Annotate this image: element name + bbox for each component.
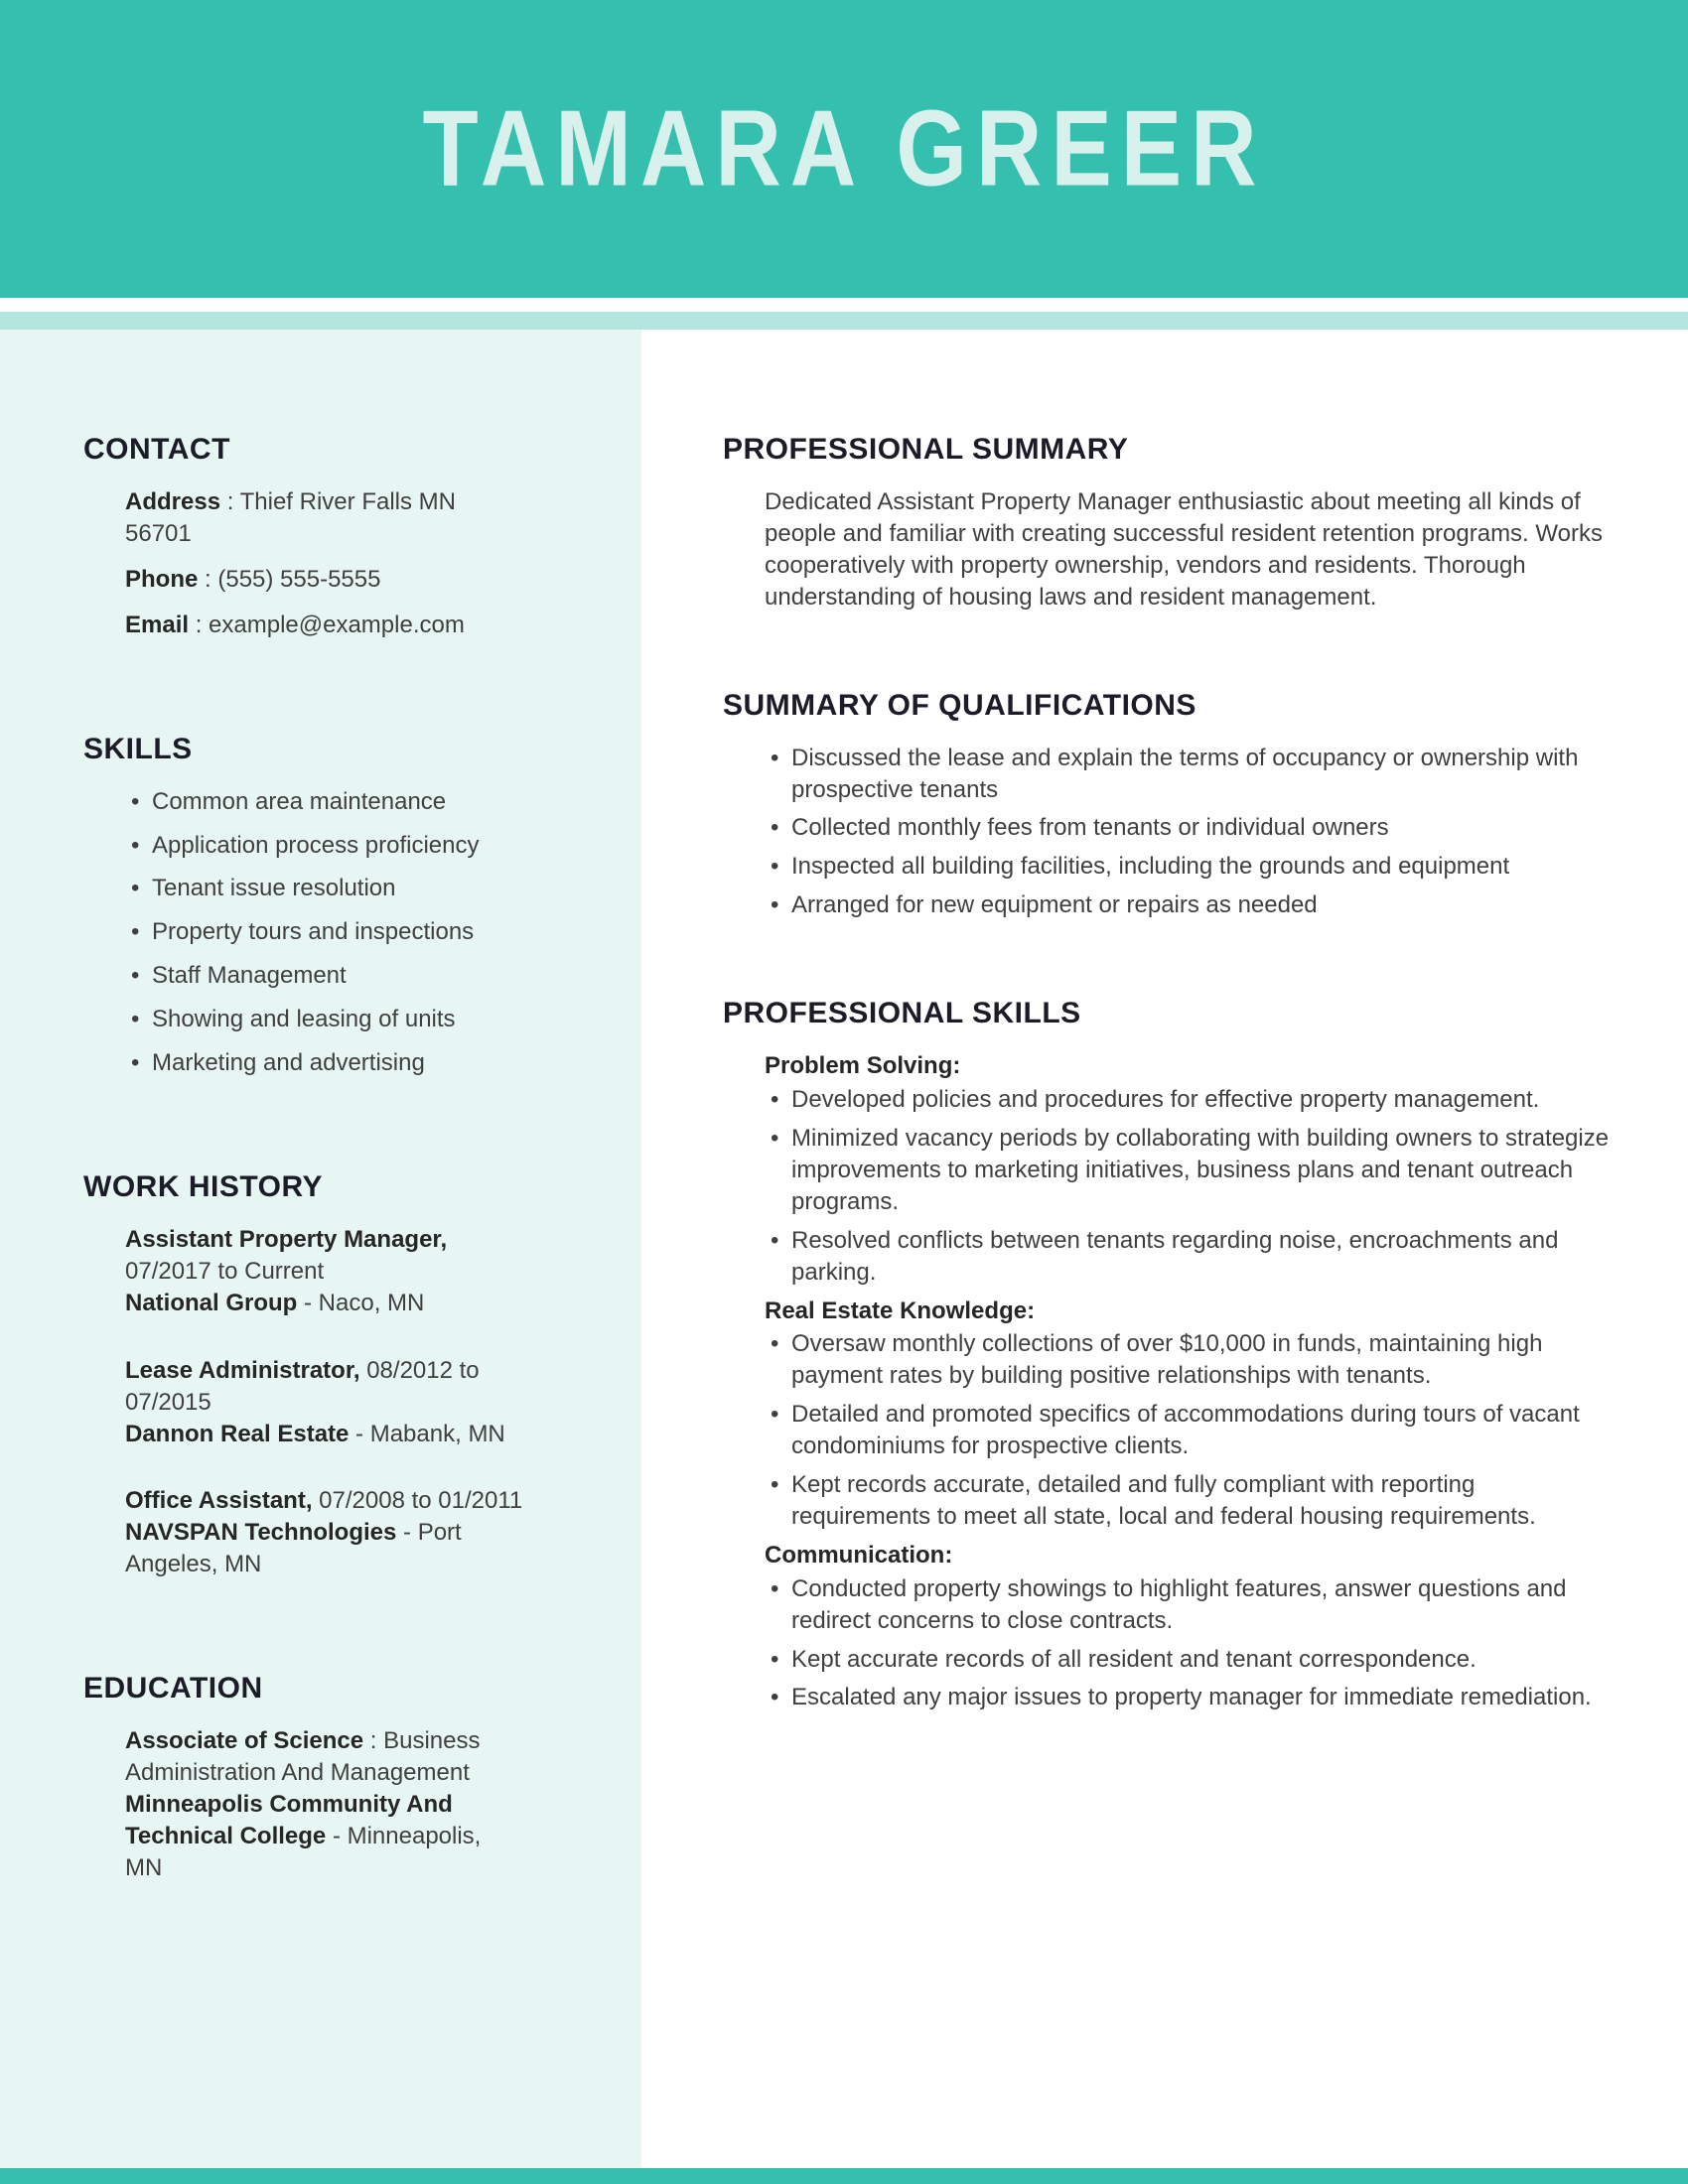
education-entry	[125, 1725, 524, 1884]
footer-stripe	[0, 2168, 1688, 2184]
qualification-item: • Inspected all building facilities, including the grounds and equipment	[771, 851, 1618, 883]
qualification-item: • Arranged for new equipment or repairs as needed	[771, 889, 1618, 921]
skill-group-item: • Oversaw monthly collections of over $10,000 in funds, maintaining high payment rates by building positive relationships with tenants.	[771, 1328, 1618, 1392]
accent-stripe	[0, 312, 1688, 330]
skill-group-item: • Detailed and promoted specifics of accommodations during tours of vacant condominiums for prospective clients.	[771, 1399, 1618, 1462]
skill-group-item: • Kept records accurate, detailed and fully compliant with reporting requirements to meet all state, local and federal housing requirements.	[771, 1469, 1618, 1533]
skill-group-item: • Resolved conflicts between tenants regarding noise, encroachments and parking.	[771, 1225, 1618, 1289]
skill-item: • Staff Management	[131, 960, 524, 992]
skill-group-list	[771, 1328, 1618, 1532]
skill-group-item: • Minimized vacancy periods by collaborating with building owners to strategize improvements to marketing initiatives, business plans and tenant outreach programs.	[771, 1123, 1618, 1218]
contact-item: Address : Thief River Falls MN 56701	[125, 488, 456, 547]
skill-group-list	[771, 1573, 1618, 1714]
contact-item: Email : example@example.com	[125, 611, 465, 638]
skill-group-item: • Kept accurate records of all resident and tenant correspondence.	[771, 1644, 1618, 1676]
skill-item: • Marketing and advertising	[131, 1047, 524, 1079]
contact-item: Phone : (555) 555-5555	[125, 565, 381, 593]
work-history-section	[83, 1170, 524, 1580]
skill-group-label: Problem Solving:	[765, 1052, 961, 1080]
job-entry: Lease Administrator, 08/2012 to 07/2015 Dannon Real Estate - Mabank, MN	[125, 1356, 505, 1447]
skill-group-item: • Conducted property showings to highlight features, answer questions and redirect concerns to close contracts.	[771, 1573, 1618, 1637]
resume-body	[0, 330, 1688, 2168]
qualifications-list	[771, 743, 1618, 922]
job-entries	[125, 1224, 524, 1580]
professional-summary-heading: PROFESSIONAL SUMMARY	[723, 433, 1129, 466]
contact-section	[83, 433, 524, 641]
professional-summary-section	[723, 433, 1618, 614]
qualification-item: • Collected monthly fees from tenants or individual owners	[771, 812, 1618, 844]
skills-heading: SKILLS	[83, 732, 193, 765]
skill-group-label: Real Estate Knowledge:	[765, 1297, 1036, 1324]
professional-skills-section	[723, 997, 1618, 1713]
qualifications-section	[723, 689, 1618, 922]
banner-gap	[0, 298, 1688, 312]
skill-group-item: • Developed policies and procedures for effective property management.	[771, 1084, 1618, 1116]
skill-item: • Property tours and inspections	[131, 916, 524, 948]
professional-summary-text: Dedicated Assistant Property Manager enthusiastic about meeting all kinds of people and familiar with creating successful resident retention programs. Works cooperatively with property ownership, vendors and residents. Thorough understanding of housing laws and resident management.	[765, 488, 1603, 611]
qualification-item: • Discussed the lease and explain the terms of occupancy or ownership with prospective tenants	[771, 743, 1618, 806]
header-banner	[0, 0, 1688, 298]
professional-skills-heading: PROFESSIONAL SKILLS	[723, 997, 1081, 1030]
skill-item: • Application process proficiency	[131, 830, 524, 862]
candidate-name: TAMARA GREER	[422, 88, 1266, 208]
skill-group-label: Communication:	[765, 1541, 953, 1569]
job-entry: Assistant Property Manager, 07/2017 to Current National Group - Naco, MN	[125, 1225, 448, 1316]
job-entry: Office Assistant, 07/2008 to 01/2011 NAVSPAN Technologies - Port Angeles, MN	[125, 1487, 523, 1578]
education-heading: EDUCATION	[83, 1672, 263, 1706]
work-history-heading: WORK HISTORY	[83, 1169, 324, 1203]
left-column	[0, 330, 641, 2168]
qualifications-heading: SUMMARY OF QUALIFICATIONS	[723, 688, 1196, 722]
contact-heading: CONTACT	[83, 433, 230, 466]
skill-item: • Tenant issue resolution	[131, 873, 524, 904]
skill-groups	[765, 1050, 1618, 1713]
skills-section	[83, 733, 524, 1079]
skills-list	[131, 786, 524, 1079]
skill-group-item: • Escalated any major issues to property manager for immediate remediation.	[771, 1682, 1618, 1713]
skill-group-list	[771, 1084, 1618, 1288]
right-column	[641, 330, 1688, 2168]
skill-item: • Common area maintenance	[131, 786, 524, 818]
skill-item: • Showing and leasing of units	[131, 1004, 524, 1035]
education-detail: Associate of Science : Business Administration And Management Minneapolis Community And Technical College - Minneapolis, MN	[125, 1727, 482, 1881]
education-section	[83, 1672, 524, 1884]
contact-items	[125, 486, 524, 641]
